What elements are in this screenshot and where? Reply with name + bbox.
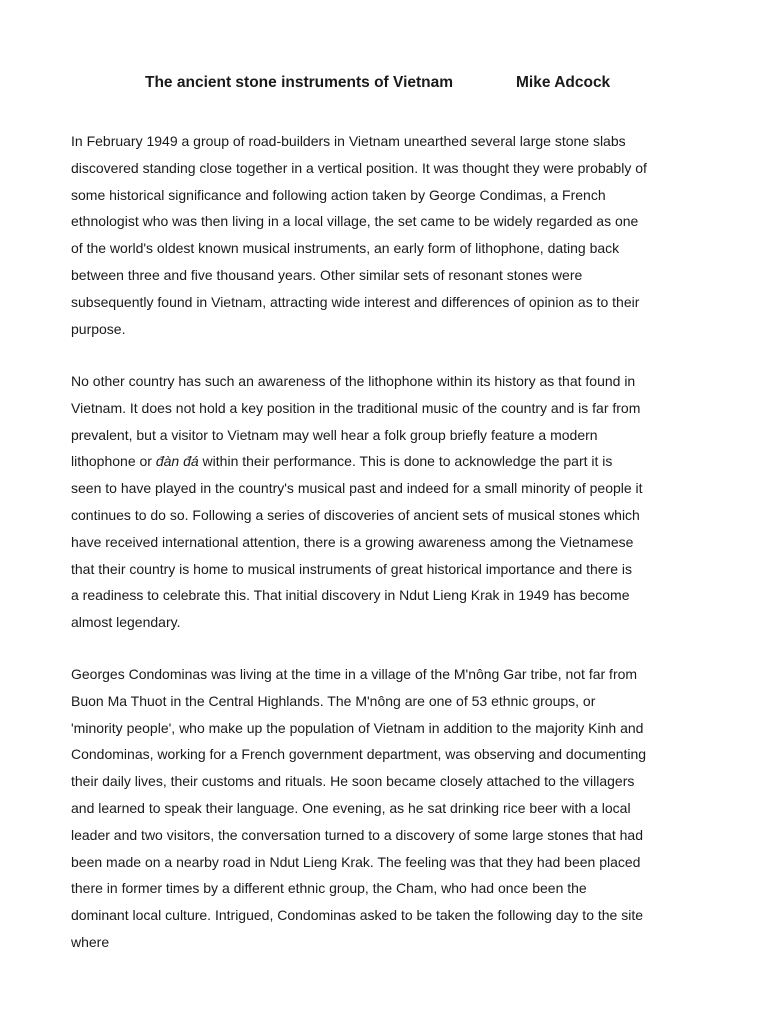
text-line: No other country has such an awareness of the lithophone within its history as that found in [71, 373, 636, 389]
paragraph-3 [71, 661, 731, 956]
text-line: prevalent, but a visitor to Vietnam may well hear a folk group briefly feature a modern [71, 426, 598, 443]
text-line: leader and two visitors, the conversation turned to a discovery of some large stones that had [71, 826, 643, 843]
text-line: Georges Condominas was living at the time in a village of the M'nông Gar tribe, not far from [71, 666, 638, 682]
text-line: been made on a nearby road in Ndut Lieng Krak. The feeling was that they had been placed [71, 853, 641, 870]
text-line: ethnologist who was then living in a local village, the set came to be widely regarded as one [71, 213, 639, 230]
text-line: Vietnam. It does not hold a key position in the traditional music of the country and is far from [71, 399, 641, 416]
text-line: purpose. [71, 320, 126, 337]
text-line: some historical significance and following action taken by George Condimas, a French [71, 186, 606, 203]
text-line: there in former times by a different ethnic group, the Cham, who had once been the [71, 880, 587, 897]
text-line: subsequently found in Vietnam, attracting wide interest and differences of opinion as to their [71, 293, 640, 310]
text-line: have received international attention, there is a growing awareness among the Vietnamese [71, 533, 634, 550]
text-line: their daily lives, their customs and rituals. He soon became closely attached to the villagers [71, 773, 635, 790]
text-run: within their performance. This is done to acknowledge the part it is [198, 453, 613, 470]
text-line: where [71, 933, 110, 950]
text-line: that their country is home to musical instruments of great historical importance and there is [71, 560, 633, 577]
text-line: 'minority people', who make up the population of Vietnam in addition to the majority Kinh and [71, 719, 644, 736]
text-line: between three and five thousand years. Other similar sets of resonant stones were [71, 266, 583, 283]
text-line: discovered standing close together in a vertical position. It was thought they were probably of [71, 159, 647, 176]
document-title: The ancient stone instruments of Vietnam [145, 74, 454, 91]
text-line: continues to do so. Following a series of discoveries of ancient sets of musical stones which [71, 506, 640, 523]
text-run: lithophone or [71, 453, 156, 470]
text-line: seen to have played in the country's musical past and indeed for a small minority of people it [71, 480, 643, 497]
text-line: dominant local culture. Intrigued, Condominas asked to be taken the following day to the site [71, 907, 644, 924]
text-line: almost legendary. [71, 614, 181, 631]
text-line: Buon Ma Thuot in the Central Highlands. The M'nông are one of 53 ethnic groups, or [71, 692, 596, 709]
text-line: a readiness to celebrate this. That initial discovery in Ndut Lieng Krak in 1949 has become [71, 587, 630, 604]
text-line: and learned to speak their language. One evening, as he sat drinking rice beer with a local [71, 799, 631, 816]
paragraph-2 [71, 368, 731, 636]
text-line: Condominas, working for a French government department, was observing and documenting [71, 746, 647, 763]
text-line: In February 1949 a group of road-builders in Vietnam unearthed several large stone slabs [71, 133, 626, 149]
text-line: of the world's oldest known musical instruments, an early form of lithophone, dating back [71, 240, 620, 257]
text-line-mixed [71, 448, 731, 475]
header-row [0, 74, 768, 96]
paragraph-1 [71, 128, 731, 342]
document-author: Mike Adcock [516, 74, 611, 91]
italic-term: đàn đá [155, 453, 199, 470]
